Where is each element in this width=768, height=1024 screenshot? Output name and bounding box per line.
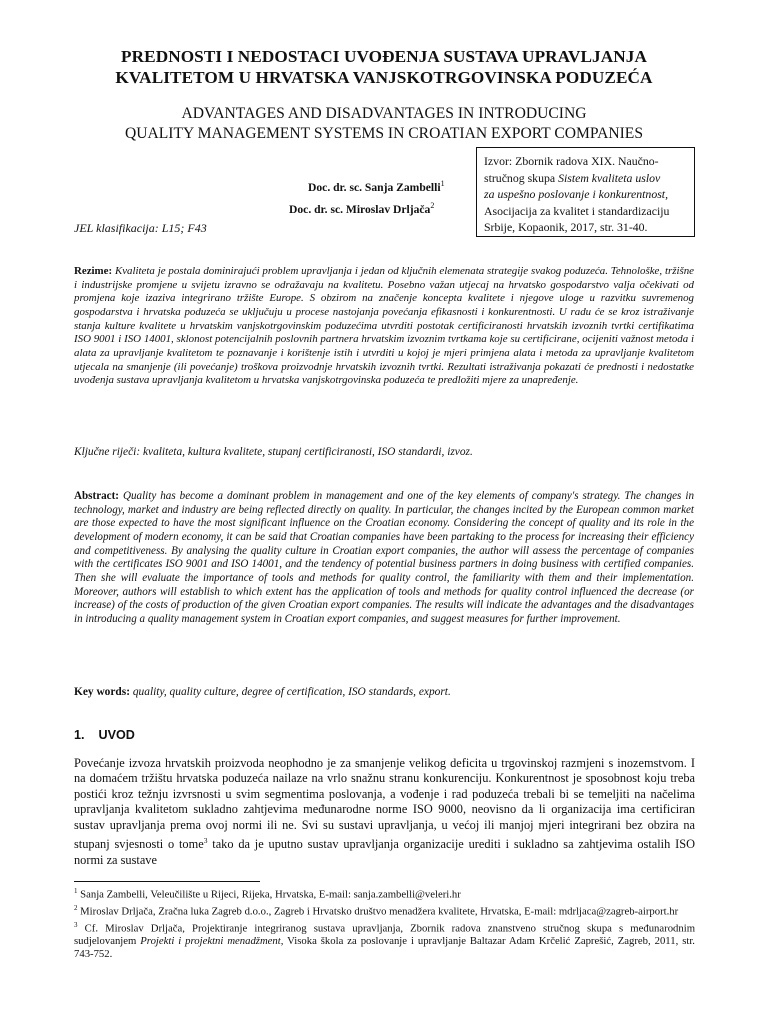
body-text-part-1: Povećanje izvoza hrvatskih proizvoda neophodno je za smanjenje velikog deficita u trgovinskoj razmjeni s inozemstvom. I na domaćem tržištu hrvatska poduzeća nailaze na vrlo snažnu stranu konkurenciju. Konkurentnost je sposobnost koju treba postići kroz težnju izvrsnosti u svim segmentima poslovanja, a vođenje i rad poduzeća trebali bi se temeljiti na načelima upravljanja kvalitetom sukladno zahtjevima međunarodne norme ISO 9000, neovisno da li organizacija ima certificiran sustav upravljanja prema ovoj normi ili ne. Svi su sustavi upravljanja, u većoj ili manjoj mjeri integrirani bez obzira na stupanj svjesnosti o tome [74, 756, 695, 852]
footnote-3-text-after: Visoka škola za poslovanje i upravljanje Baltazar Adam Krčelić Zaprešić, Zagreb, 2011, str. 743-752. [74, 935, 695, 960]
abstract-croatian-label: Rezime: [74, 265, 113, 277]
jel-classification: JEL klasifikacija: L15; F43 [74, 221, 207, 235]
footnote-3-text-before: Cf. Miroslav Drljača, Projektiranje integriranog sustava upravljanja, Zbornik radova znanstveno stručnog skupa s međunarodnim sudjelovanjem [74, 922, 696, 948]
author-1 [308, 179, 445, 194]
section-heading [74, 728, 135, 742]
body-footnote-ref: 3 [203, 836, 208, 846]
footnote-2-text: Miroslav Drljača, Zračna luka Zagreb d.o.o., Zagreb i Hrvatsko društvo menadžera kvalitete, Hrvatska, E-mail: mdrljaca@zagreb-airport.hr [80, 905, 679, 918]
footnote-1 [74, 885, 695, 901]
keywords-croatian: Ključne riječi: kvaliteta, kultura kvalitete, stupanj certificiranosti, ISO standardi, izvoz. [74, 446, 473, 458]
footnote-2-number: 2 [74, 904, 78, 913]
abstract-english-label: Abstract: [74, 490, 119, 502]
title-english [70, 104, 698, 144]
footnote-1-number: 1 [74, 887, 78, 895]
footnote-2 [74, 902, 695, 918]
source-line-4: Asocijacija za kvalitet i standardizaciju [484, 203, 670, 218]
footnote-3-number: 3 [74, 921, 78, 930]
keywords-english-text: quality, quality culture, degree of certification, ISO standards, export. [132, 686, 451, 698]
source-line-3 [484, 186, 694, 203]
author-1-footnote-ref: 1 [440, 179, 445, 188]
title-croatian-line-2: KVALITETOM U HRVATSKA VANJSKOTRGOVINSKA PODUZEĆA [115, 68, 653, 87]
title-croatian-line-1: PREDNOSTI I NEDOSTACI UVOĐENJA SUSTAVA UPRAVLJANJA [121, 47, 647, 66]
source-line-2-italic: Sistem kvaliteta uslov [558, 170, 661, 185]
title-croatian [70, 46, 698, 88]
footnote-3-italic: Projekti i projektni menadžment, [140, 935, 284, 948]
author-2-name: Doc. dr. sc. Miroslav Drljača [289, 202, 431, 216]
footnote-1-text: Sanja Zambelli, Veleučilište u Rijeci, Rijeka, Hrvatska, E-mail: sanja.zambelli@veleri.hr [80, 888, 461, 901]
section-number: 1. [74, 728, 85, 742]
source-line-2 [484, 170, 694, 187]
source-line-1: Izvor: Zbornik radova XIX. Naučno- [484, 154, 659, 168]
source-box [476, 147, 695, 237]
author-2 [289, 201, 434, 216]
keywords-english [74, 686, 694, 698]
title-english-line-1: ADVANTAGES AND DISADVANTAGES IN INTRODUCING [181, 105, 587, 122]
source-line-3-italic: za uspešno poslovanje i konkurentnost, [484, 187, 669, 202]
footnote-3 [74, 919, 695, 960]
author-1-name: Doc. dr. sc. Sanja Zambelli [308, 180, 441, 194]
abstract-croatian-text: Kvaliteta je postala dominirajući problem upravljanja i jedan od ključnih elemenata strategije svakog poduzeća. Tehnološke, tržišne i industrijske promjene u svijetu izravno se odražavaju na kvalitetu. Posebno važan utjecaj na hrvatsko gospodarstvo valja očekivati od promjena koje izaziva integrirano tržište Europe. S obzirom na značenje koncepta kvalitete i njegove uloge u razvitku suvremenog gospodarstva i hrvatska poduzeća se uključuju u procese nastojanja povećanja efikasnosti i konkurentnosti. U radu će se kroz istraživanje stanja kulture kvalitete u hrvatskim vanjskotrgovinskim poduzećima utvrditi postotak certificiranosti hrvatskih izvoznih tvrtki certifikatima ISO 9001 i ISO 14001, sklonost potencijalnih poslovnih partnera hrvatskim izvoznim tvrtkama koje su certificirane, ocijeniti važnost metoda i alata za upravljanje kvalitetom te poznavanje i korištenje istih i utvrditi u kojoj je mjeri primjena alata i metoda za upravljanje kvalitetom utjecala na smanjenje (ili povećanje) troškova proizvodnje hrvatskih izvoznih tvrtki. Rezultati istraživanja pokazati će prednosti i nedostatke uvođenja sustava upravljanja kvalitetom u hrvatska vanjskotrgovinska poduzeća te predložiti mjere za unapređenje. [74, 265, 694, 387]
body-paragraph [74, 756, 695, 868]
source-line-2-plain: stručnog skupa [484, 170, 559, 185]
body-text-part-2: tako da je uputno sustav upravljanja organizacije urediti i sukladno sa zahtjevima ostalih ISO normi za sustave [74, 837, 695, 867]
author-2-footnote-ref: 2 [430, 201, 435, 210]
abstract-english [74, 490, 694, 627]
section-title: UVOD [98, 728, 135, 742]
abstract-english-text: Quality has become a dominant problem in management and one of the key elements of company's strategy. The changes in technology, market and industry are being reflected directly on quality. In particular, the changes incited by the European common market are those expected to have the most significant influence on the Croatian economy. Considering the concept of quality and its role in the development of modern economy, it can be said that Croatian companies have been partaking to the process for increasing their efficiency and competitiveness. By analysing the quality culture in Croatian export companies, the author will assess the percentage of companies with the certificates ISO 9001 and ISO 14001, and the tendency of potential business partners in doing business with certified companies. Then she will evaluate the importance of tools and methods for quality control, the familiarity with them and their implementation. Moreover, authors will establish to which extent has the application of tools and methods for quality control influenced the decrease (or increase) of the costs of production of the given Croatian export companies. The results will indicate the advantages and the disadvantages in introducing a quality management system in Croatian export companies, and suggest measures for further improvement. [74, 490, 694, 625]
abstract-croatian [74, 265, 694, 388]
footnote-divider [74, 881, 260, 882]
footnotes [74, 885, 695, 961]
keywords-english-label: Key words: [74, 686, 130, 698]
source-line-5: Srbije, Kopaonik, 2017, str. 31-40. [484, 220, 648, 235]
title-english-line-2: QUALITY MANAGEMENT SYSTEMS IN CROATIAN EXPORT COMPANIES [124, 125, 644, 142]
